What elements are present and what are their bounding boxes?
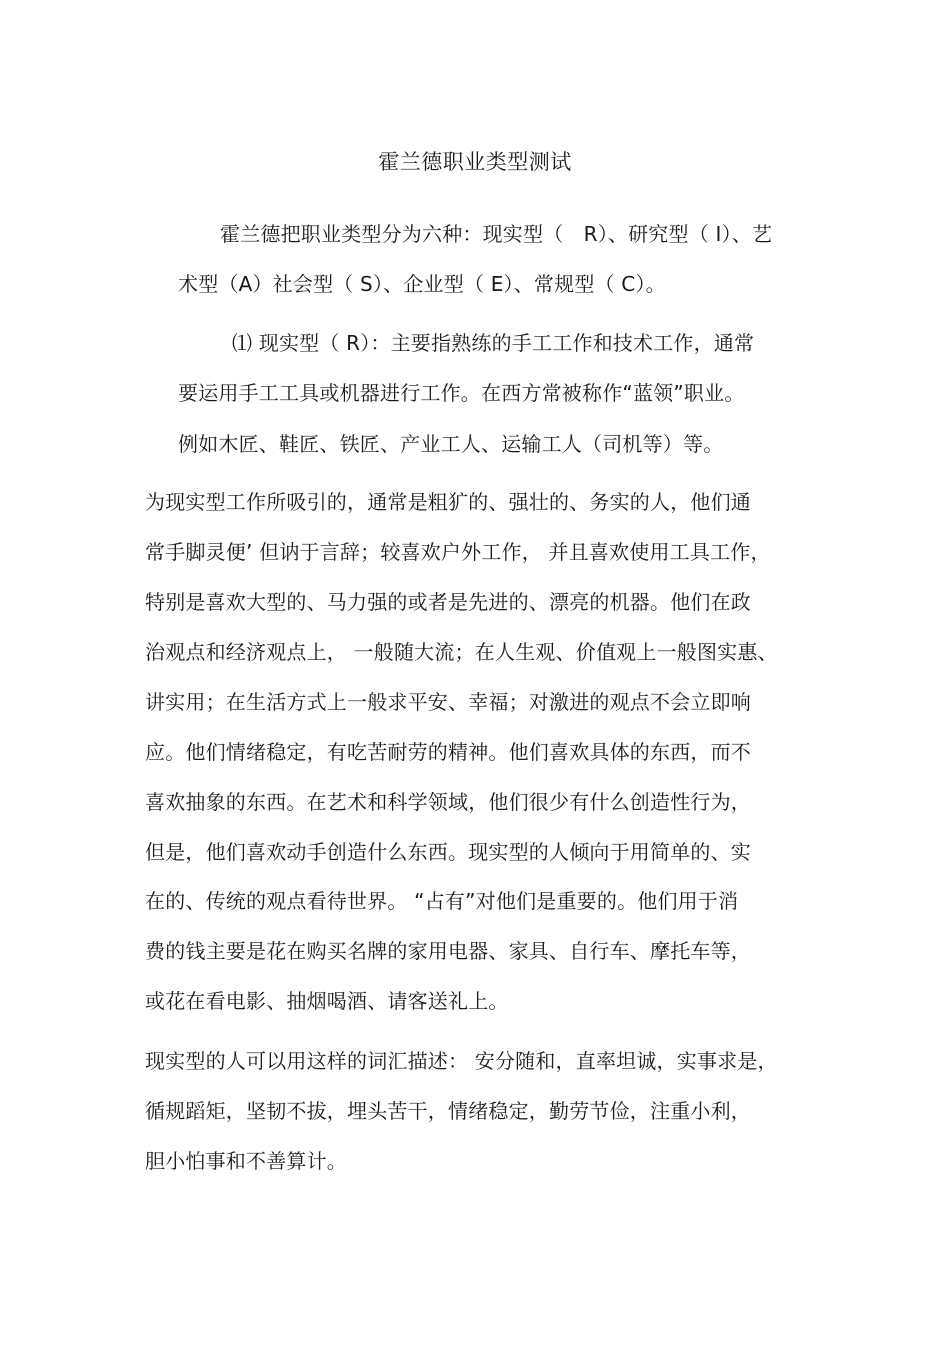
page-title: 霍兰德职业类型测试 [378, 150, 572, 174]
text-line: 例如木匠、鞋匠、铁匠、产业工人、运输工人（司机等）等。 [178, 432, 724, 456]
text-line: 或花在看电影、抽烟喝酒、请客送礼上。 [145, 989, 509, 1013]
text-line: 应。他们情绪稳定，有吃苦耐劳的精神。他们喜欢具体的东西，而不 [145, 740, 751, 764]
text-line: 在的、传统的观点看待世界。 “占有”对他们是重要的。他们用于消 [145, 889, 739, 913]
text-line: 但是，他们喜欢动手创造什么东西。现实型的人倾向于用简单的、实 [145, 840, 751, 864]
text-line: 循规蹈矩，坚韧不拔，埋头苦干，情绪稳定，勤劳节俭，注重小利， [145, 1099, 751, 1123]
text-line: 要运用手工工具或机器进行工作。在西方常被称作“蓝领”职业。 [178, 381, 745, 405]
text-line: 霍兰德把职业类型分为六种：现实型（ R）、研究型（ I）、艺 [220, 222, 773, 246]
text-line: 胆小怕事和不善算计。 [145, 1149, 347, 1173]
text-line: 治观点和经济观点上， 一般随大流；在人生观、价值观上一般图实惠、 [145, 640, 778, 664]
text-line: 术型（A）社会型（ S）、企业型（ E）、常规型（ C）。 [178, 272, 666, 296]
text-line: 特别是喜欢大型的、马力强的或者是先进的、漂亮的机器。他们在政 [145, 590, 751, 614]
text-line: ⑴ 现实型（ R）：主要指熟练的手工工作和技术工作，通常 [232, 331, 755, 355]
text-line: 喜欢抽象的东西。在艺术和科学领域，他们很少有什么创造性行为， [145, 790, 751, 814]
text-line: 费的钱主要是花在购买名牌的家用电器、家具、自行车、摩托车等， [145, 939, 751, 963]
text-line: 为现实型工作所吸引的，通常是粗犷的、强壮的、务实的人，他们通 [145, 490, 751, 514]
text-line: 常手脚灵便’ 但讷于言辞；较喜欢户外工作， 并且喜欢使用工具工作， [145, 540, 771, 564]
text-line: 现实型的人可以用这样的词汇描述： 安分随和，直率坦诚，实事求是， [145, 1049, 778, 1073]
text-line: 讲实用；在生活方式上一般求平安、幸福；对激进的观点不会立即响 [145, 690, 751, 714]
